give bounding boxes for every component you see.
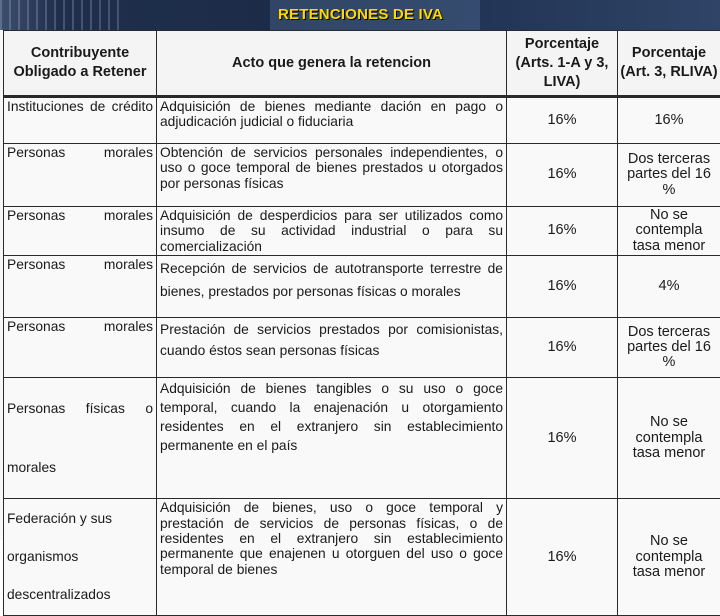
header-contribuyente: Contribuyente Obligado a Retener <box>4 31 157 97</box>
cell-acto: Adquisición de desperdicios para ser utilizados como insumo de su actividad industrial o para su comercialización <box>157 207 507 256</box>
table-row <box>4 97 720 144</box>
header-porcentaje-rliva: Porcentaje (Art. 3, RLIVA) <box>618 31 720 97</box>
table-sheet <box>0 30 720 540</box>
cell-porcentaje-rliva: No se contempla tasa menor <box>618 499 720 616</box>
cell-porcentaje-rliva: 4% <box>618 256 720 318</box>
cell-porcentaje-rliva: 16% <box>618 97 720 144</box>
cell-porcentaje-liva: 16% <box>507 207 618 256</box>
table-row <box>4 378 720 499</box>
table-row <box>4 318 720 378</box>
banner-stripes-decoration <box>0 0 120 30</box>
header-acto: Acto que genera la retencion <box>157 31 507 97</box>
table-row <box>4 207 720 256</box>
cell-porcentaje-liva: 16% <box>507 256 618 318</box>
cell-porcentaje-liva: 16% <box>507 97 618 144</box>
title-banner <box>0 0 720 30</box>
table-row <box>4 256 720 318</box>
cell-acto: Adquisición de bienes tangibles o su uso o goce temporal, cuando la enajenación u otorgamiento residentes en el extranjero sin establecimiento permanente en el país <box>157 378 507 499</box>
table-row <box>4 144 720 207</box>
cell-acto: Recepción de servicios de autotransporte terrestre de bienes, prestados por personas físicas o morales <box>157 256 507 318</box>
cell-contribuyente: Personas morales <box>4 144 157 207</box>
cell-porcentaje-rliva: Dos terceras partes del 16 % <box>618 318 720 378</box>
table-header-row <box>4 31 720 97</box>
table-row <box>4 499 720 616</box>
cell-acto: Obtención de servicios personales independientes, o uso o goce temporal de bienes prestados u otorgados por personas físicas <box>157 144 507 207</box>
cell-porcentaje-liva: 16% <box>507 318 618 378</box>
cell-porcentaje-liva: 16% <box>507 378 618 499</box>
retenciones-table <box>3 30 720 616</box>
cell-contribuyente: Personas morales <box>4 256 157 318</box>
cell-porcentaje-rliva: No se contempla tasa menor <box>618 378 720 499</box>
cell-porcentaje-liva: 16% <box>507 144 618 207</box>
header-porcentaje-liva: Porcentaje (Arts. 1-A y 3, LIVA) <box>507 31 618 97</box>
cell-acto: Adquisición de bienes mediante dación en pago o adjudicación judicial o fiduciaria <box>157 97 507 144</box>
cell-contribuyente: Federación y sus organismos descentralizados <box>4 499 157 616</box>
cell-contribuyente: Personas físicas o morales <box>4 378 157 499</box>
cell-acto: Adquisición de bienes, uso o goce temporal y prestación de servicios de personas físicas, o de residentes en el extranjero sin establecimiento permanente que enajenen u otorguen del uso o goce temporal de bienes <box>157 499 507 616</box>
cell-porcentaje-rliva: No se contempla tasa menor <box>618 207 720 256</box>
cell-porcentaje-rliva: Dos terceras partes del 16 % <box>618 144 720 207</box>
cell-contribuyente: Personas morales <box>4 207 157 256</box>
cell-contribuyente: Personas morales <box>4 318 157 378</box>
page-title: RETENCIONES DE IVA <box>278 6 443 23</box>
cell-porcentaje-liva: 16% <box>507 499 618 616</box>
cell-acto: Prestación de servicios prestados por comisionistas, cuando éstos sean personas físicas <box>157 318 507 378</box>
cell-contribuyente: Instituciones de crédito <box>4 97 157 144</box>
